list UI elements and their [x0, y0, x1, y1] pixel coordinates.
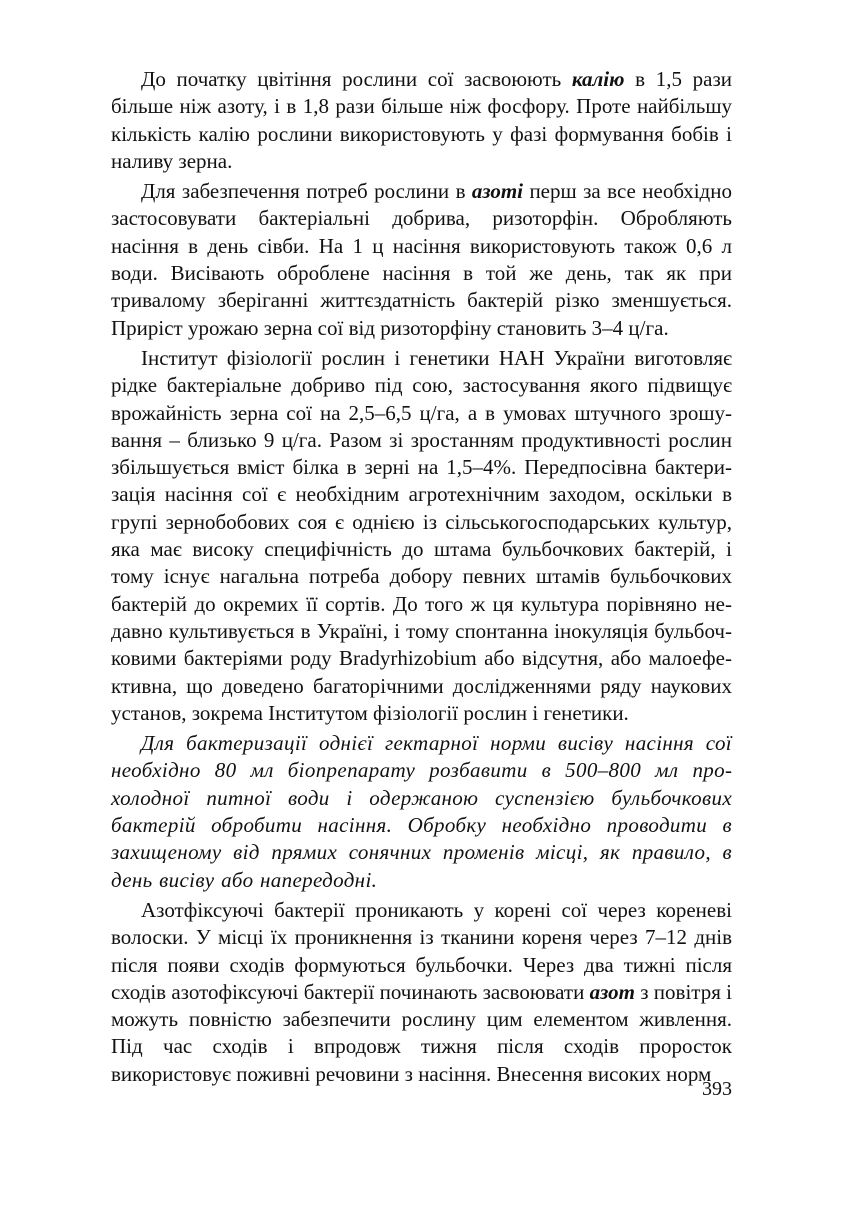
page-body [111, 66, 732, 1091]
paragraph-nitrogen-fixing-bacteria [111, 897, 732, 1088]
text-segment: Для забезпечення потреб рослини в [141, 179, 472, 204]
emphasis-nitrogen: азоті [471, 179, 524, 204]
paragraph-potassium-uptake [111, 66, 732, 175]
paragraph-nitrogen-needs [111, 178, 732, 342]
text-segment: До початку цвітіння рослини сої засвоюють [141, 67, 572, 91]
emphasis-potassium: калію [571, 67, 625, 91]
text-segment: перш за все необхідно застосовувати бактеріальні добрива, ризоторфін. Обробляють насіння в день сівби. На 1 ц насіння використовують також 0,6 л води. Висівають оброблене насіння в той же день, так як при тривалому зберіганні життєздатність бактерій різко зменшується. Приріст урожаю зерна сої від ризоторфіну становить 3–4 ц/га. [111, 179, 732, 340]
paragraph-bacterization-instructions [111, 730, 732, 894]
text-segment: з повітря і можуть повністю забезпечити рослину цим елементом живлення. Під час сходів і впродовж тижня після сходів проросток використовує поживні речовини з насіння. Внесення високих норм [111, 979, 733, 1086]
text-segment: Азотфіксуючі бактерії проникають у корені сої через кореневі волоски. У місці їх проникнення із тканини кореня через 7–12 днів після появи сходів формуються бульбочки. Через два тижні після сходів азотофіксуючі бактерії починають засвоювати [111, 897, 732, 1004]
paragraph-institute-fertilizer [111, 345, 732, 727]
emphasis-nitrogen-air: азот [589, 979, 635, 1004]
page-number: 393 [702, 1078, 732, 1100]
text-segment: Інститут фізіології рослин і генетики НАН України виготовляє рідке бактеріальне добриво під сою, застосування якого підвищує врожайність зерна сої на 2,5–6,5 ц/га, а в умовах штучного зрошування – близько 9 ц/га. Разом зі зростанням продуктивності рослин збільшується вміст білка в зерні на 1,5–4%. Передпосівна бактеризація насіння сої є необхідним агротехнічним заходом, оскільки в групі зернобобових соя є однією із сільськогосподарських культур, яка має високу специфічність до штама бульбочкових бактерій, і тому існує нагальна потреба добору певних штамів бульбочкових бактерій до окремих її сортів. До того ж ця культура порівняно недавно культивується в Україні, і тому спонтанна інокуляція бульбочковими бактеріями роду Bradyrhizobium або відсутня, або малоефективна, що доведено багаторічними дослідженнями ряду наукових установ, зокрема Інститутом фізіології рослин і генетики. [111, 345, 732, 725]
text-segment: Для бактеризації однієї гектарної норми висіву насіння сої необхідно 80 мл біопрепарату розбавити в 500–800 мл прохолодної питної води і одержаною суспензією бульбочкових бактерій обробити насіння. Обробку необхідно проводити в захищеному від прямих сонячних променів місці, як правило, в день висіву або напередодні. [111, 731, 732, 892]
text-segment: в 1,5 рази більше ніж азоту, і в 1,8 рази більше ніж фосфору. Проте найбільшу кількість калію рослини використовують у фазі формування бобів і наливу зерна. [111, 67, 732, 173]
